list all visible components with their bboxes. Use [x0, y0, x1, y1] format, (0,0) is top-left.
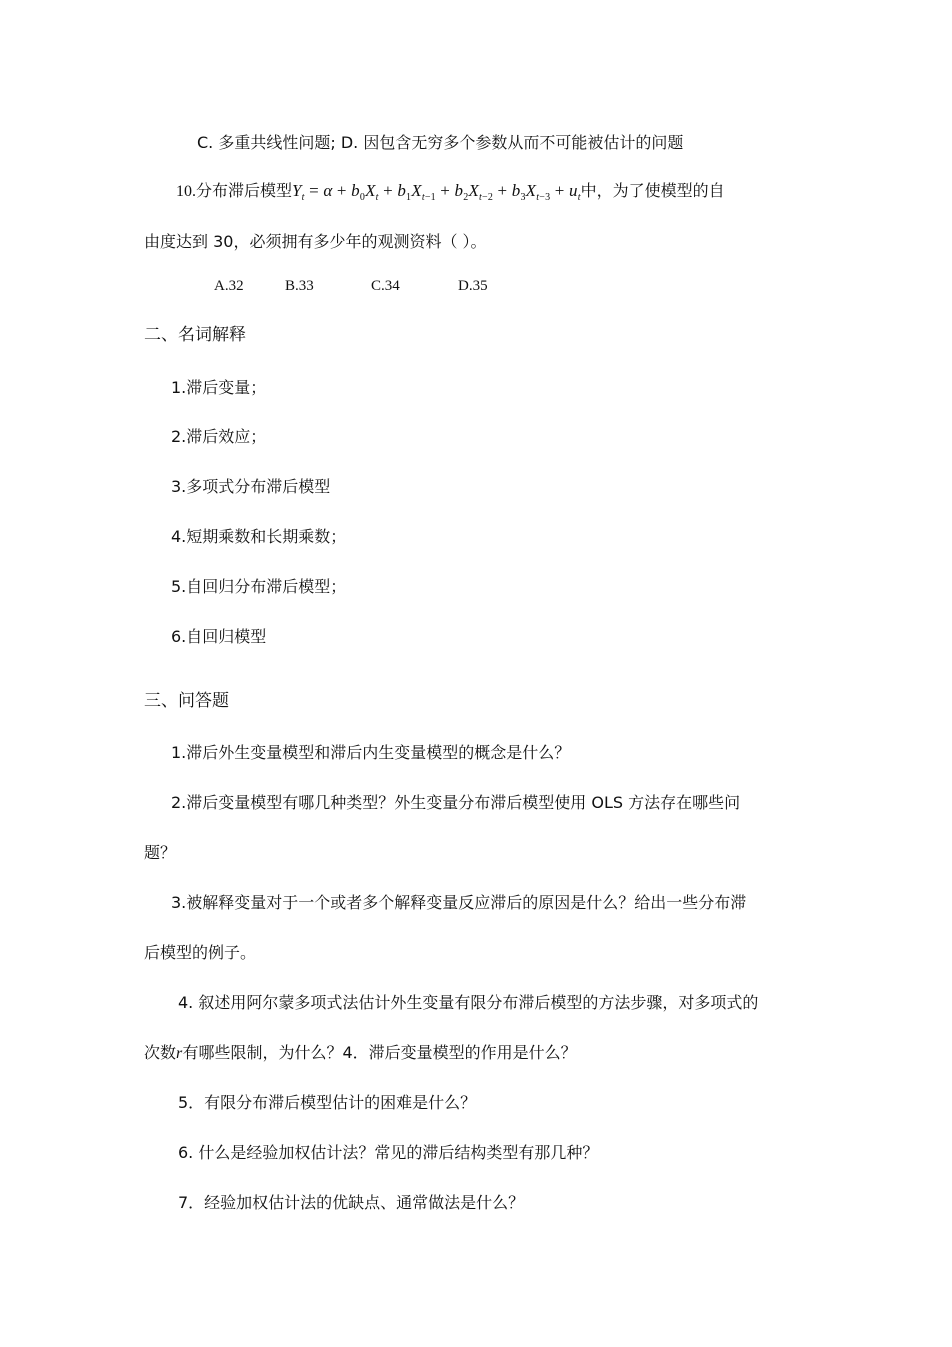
section3-q2-line2: 题？ [144, 843, 177, 862]
section2-item-3: 3.多项式分布滞后模型 [171, 477, 331, 496]
q10-formula: $Y_t = \alpha + b_0X_t + b_1X_{t-1} + b_2X_{t-2} + b_3X_{t-3} + u_t$ [292, 181, 581, 203]
section3-q7: 7．经验加权估计法的优缺点、通常做法是什么？ [178, 1193, 525, 1212]
section3-title: 三、问答题 [144, 691, 229, 711]
section3-q1: 1.滞后外生变量模型和滞后内生变量模型的概念是什么？ [171, 743, 571, 762]
section2-item-6: 6.自回归模型 [171, 627, 267, 646]
q10-option-b: B.33 [285, 278, 314, 294]
section2-item-5: 5.自回归分布滞后模型； [171, 577, 347, 596]
q9-options-cd: C. 多重共线性问题; D. 因包含无穷多个参数从而不可能被估计的问题 [197, 133, 684, 152]
section3-q6: 6. 什么是经验加权估计法？常见的滞后结构类型有那几种？ [178, 1143, 599, 1162]
section3-q4-var: r [176, 1045, 183, 1062]
section2-item-1: 1.滞后变量； [171, 378, 267, 397]
q10-option-a: A.32 [214, 278, 244, 294]
section3-q4-line2 [144, 1043, 577, 1064]
q10-number: 10. [176, 183, 196, 200]
section3-q5: 5．有限分布滞后模型估计的困难是什么？ [178, 1093, 477, 1112]
q10-option-c: C.34 [371, 278, 400, 294]
q10-line1 [176, 181, 725, 202]
q10-continuation: 由度达到 30，必须拥有多少年的观测资料（ ）。 [144, 232, 487, 251]
section3-q4-line1: 4. 叙述用阿尔蒙多项式法估计外生变量有限分布滞后模型的方法步骤，对多项式的 [178, 993, 759, 1012]
q10-prefix: 分布滞后模型 [196, 181, 293, 200]
q10-suffix: 中，为了使模型的自 [580, 181, 725, 200]
section3-q2-line1: 2.滞后变量模型有哪几种类型？外生变量分布滞后模型使用 OLS 方法存在哪些问 [171, 793, 741, 812]
q10-option-d: D.35 [458, 278, 488, 294]
section3-q3-line2: 后模型的例子。 [144, 943, 257, 962]
section3-q3-line1: 3.被解释变量对于一个或者多个解释变量反应滞后的原因是什么？给出一些分布滞 [171, 893, 747, 912]
section3-q4-line2-b: 有哪些限制，为什么？4．滞后变量模型的作用是什么？ [182, 1043, 577, 1062]
section3-q4-line2-a: 次数 [144, 1043, 177, 1062]
section2-title: 二、名词解释 [144, 325, 246, 345]
section2-item-4: 4.短期乘数和长期乘数； [171, 527, 347, 546]
section2-item-2: 2.滞后效应； [171, 427, 267, 446]
